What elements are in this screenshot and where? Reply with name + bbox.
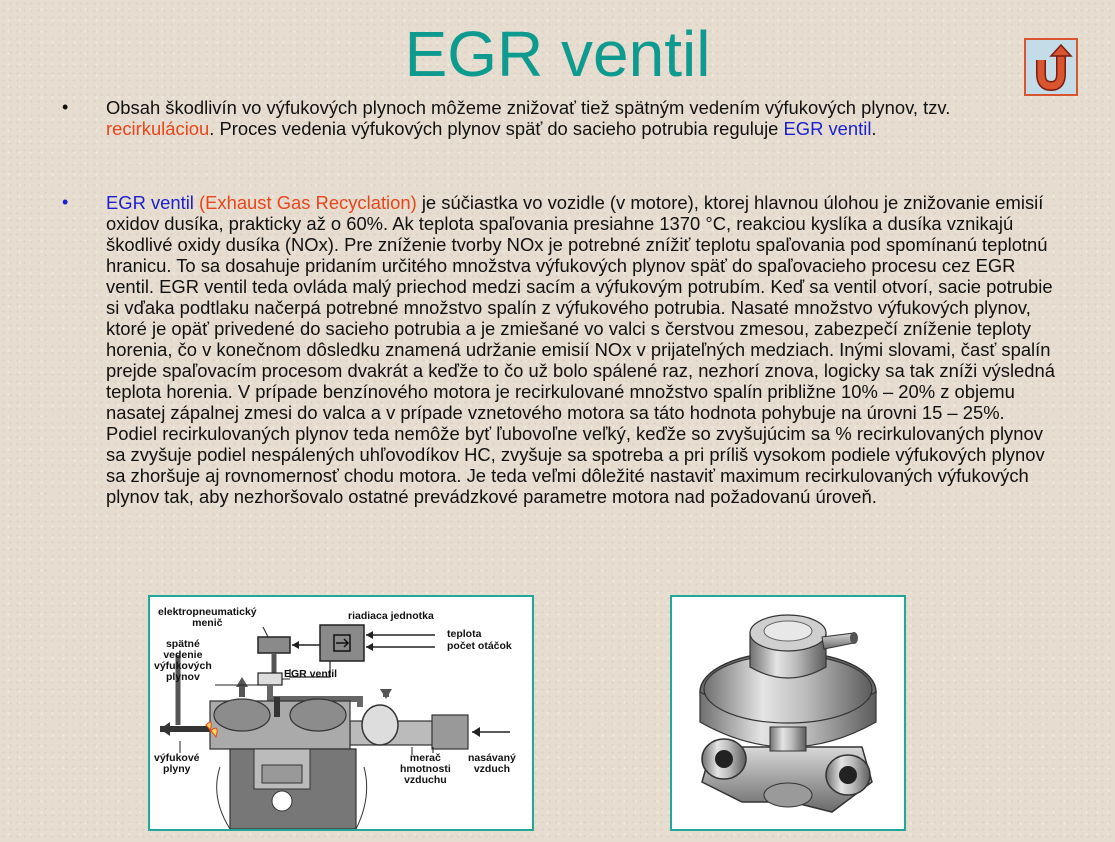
egr-valve-photo	[670, 595, 906, 831]
label-temperature: teplota	[447, 628, 482, 640]
u-turn-arrow-icon	[1026, 40, 1076, 94]
paragraph-1-text-c: .	[871, 118, 877, 139]
paragraph-1-highlight-recirculation: recirkuláciou	[106, 118, 210, 139]
label-rpm: počet otáčok	[447, 640, 512, 652]
bullet-1: •	[62, 97, 69, 117]
paragraph-1-text-a: Obsah škodlivín vo výfukových plynoch môžeme znižovať tiež spätným vedením výfukových plynov, tzv.	[106, 97, 951, 118]
label-egr-valve: EGR ventil	[284, 668, 338, 680]
egr-valve-illustration	[672, 597, 904, 829]
label-air-mass-meter: merač hmotnosti vzduchu	[400, 752, 451, 786]
egr-system-diagram	[148, 595, 534, 831]
bullet-2: •	[62, 192, 69, 212]
paragraph-1-text-b: . Proces vedenia výfukových plynov späť do sacieho potrubia reguluje	[209, 118, 784, 139]
label-intake-air: nasávaný vzduch	[468, 752, 516, 775]
paragraph-1	[106, 97, 1056, 139]
paragraph-2-body: je súčiastka vo vozidle (v motore), ktorej hlavnou úlohou je znižovanie emisií oxidov dusíka, prakticky až o 60%. Ak teplota spaľovania presiahne 1370 °C, reakciou kyslíka a dusíka vznikajú škodlivé oxidy dusíka (NOx). Pre zníženie tvorby NOx je potrebné znížiť teplotu spaľovania pod spomínanú teplotnú hranicu. To sa dosahuje pridaním určitého množstva výfukových plynov späť do spaľovacieho procesu cez EGR ventil. EGR ventil teda ovláda malý priechod medzi sacím a výfukovým potrubím. Keď sa ventil otvorí, sacie potrubie si vďaka podtlaku načerpá potrebné množstvo spalín z výfukového potrubia. Nasaté množstvo výfukových plynov, ktoré je opäť privedené do sacieho potrubia a je zmiešané vo valci s čerstvou zmesou, zabezpečí zníženie teploty horenia, čo v konečnom dôsledku znamená udržanie emisií NOx v prijateľných medziach. Inými slovami, časť spalín prejde spaľovacím procesom dvakrát a keďže to čo už bolo spálené raz, nezhorí znova, logicky sa tak zníži výsledná teplota horenia. V prípade benzínového motora je recirkulované množstvo spalín približne 10% – 20% z objemu nasatej zápalnej zmesi do valca a v prípade vznetového motora sa táto hodnota pohybuje na úrovni 15 – 25%. Podiel recirkulovaných plynov teda nemôže byť ľubovoľne veľký, keďže so zvyšujúcim sa % recirkulovaných plynov sa zvyšuje podiel nespálených uhľovodíkov HC, zvyšuje sa spotreba a pri príliš vysokom podiele výfukových plynov sa zhoršuje aj rovnomernosť chodu motora. Je teda veľmi dôležité nastaviť maximum recirkulovaných výfukových plynov tak, aby nezhoršovalo ostatné prevádzkové parametre motora nad požadovanú úroveň.	[106, 192, 1055, 507]
back-button[interactable]	[1024, 38, 1078, 96]
paragraph-2-highlight-exhaust-gas-recyclation: (Exhaust Gas Recyclation)	[193, 192, 417, 213]
paragraph-1-highlight-egr: EGR ventil	[783, 118, 872, 139]
paragraph-2-highlight-egr: EGR ventil	[106, 192, 194, 213]
paragraph-2	[106, 192, 1056, 507]
label-exhaust-gases: výfukové plyny	[154, 752, 200, 775]
slide-title: EGR ventil	[404, 18, 711, 90]
label-control-unit: riadiaca jednotka	[348, 610, 434, 622]
label-return-line: spätné vedenie výfukových plynov	[154, 638, 212, 683]
label-converter: elektropneumatický menič	[158, 606, 257, 629]
